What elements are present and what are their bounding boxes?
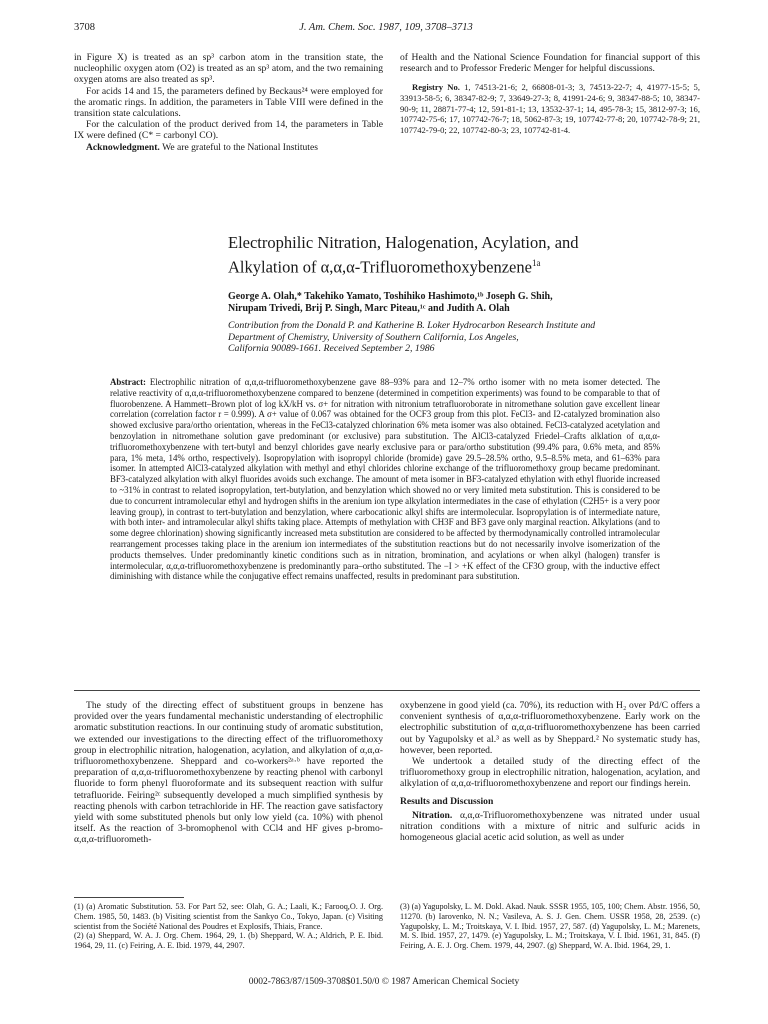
author-list (228, 291, 688, 315)
footnotes-col1: (1) (a) Aromatic Substitution. 53. For Part 52, see: Olah, G. A.; Laali, K.; Farooq,O. J. Org. Chem. 1985, 50, 1483. (b) Visiting scientist from the Sankyo Co., Tokyo, Japan. (c) Visiting scientist from the Société National des Poudres et Explosifs, Thiais, France. (2) (a) Sheppard, W. A. J. Org. Chem. 1964, 29, 1. (b) Sheppard, W. A.; Aldrich, P. E. Ibid. 1964, 29, 11. (c) Feiring, A. E. Ibid. 1979, 44, 2907. (74, 902, 383, 951)
prev-paragraph: For the calculation of the product derived from 14, the parameters in Table IX were defined (C* = carbonyl CO). (74, 119, 383, 142)
body-paragraph: We undertook a detailed study of the directing effect of the trifluoromethoxy group in electrophilic nitration, halogenation, acylation, and alkylation of α,α,α-trifluoromethoxybenzene and report our findings herein. (400, 756, 700, 790)
article-title (228, 233, 678, 278)
body-col2 (400, 700, 700, 843)
nitration-text: α,α,α-Trifluoromethoxybenzene was nitrated under usual nitration conditions with a mixture of nitric and sulfuric acids in homogeneous glacial acetic acid solution, as well as under (400, 809, 700, 844)
authors-line-2: Nirupam Trivedi, Brij P. Singh, Marc Piteau,¹ᶜ and Judith A. Olah (228, 303, 510, 314)
page-number: 3708 (74, 22, 95, 33)
affiliation-line-3: California 90089-1661. Received September 2, 1986 (228, 343, 435, 354)
affiliation (228, 320, 688, 355)
ack-label: Acknowledgment. (86, 141, 160, 153)
footnote-rule (74, 897, 184, 898)
title-line-1: Electrophilic Nitration, Halogenation, Acylation, and (228, 233, 579, 252)
prev-paragraph: For acids 14 and 15, the parameters defined by Beckaus²⁴ were employed for the aromatic rings. In addition, the parameters in Table VIII were defined in the transition state calculations. (74, 85, 383, 120)
registry-label: Registry No. (412, 82, 460, 93)
ack-continued: of Health and the National Science Foundation for financial support of this research and to Professor Frederic Menger for helpful discussions. (400, 52, 700, 75)
body-col1 (74, 700, 383, 846)
registry-numbers (400, 82, 700, 135)
nitration-paragraph (400, 810, 700, 844)
title-line-2: Alkylation of α,α,α-Trifluoromethoxybenzene$^{1a}$ (228, 257, 541, 277)
abstract-label: Abstract: (110, 377, 146, 387)
prev-paragraph: in Figure X) is treated as an sp³ carbon atom in the transition state, the nucleophilic oxygen atom (O2) is treated as an sp³ atom, and the two remaining oxygen atoms are also treated as sp³. (74, 52, 383, 86)
prev-article-col1 (74, 52, 383, 153)
intro-paragraph: The study of the directing effect of substituent groups in benzene has provided over the years fundamental mechanistic understanding of electrophilic aromatic substitution reactions. In our continuing study of aromatic substitution, we extended our investigations to the directing effect of the trifluoromethoxy group in electrophilic nitration, halogenation, acylation, and alkylation of α,α,α-trifluoromethoxybenzene. Sheppard and co-workers²ᵃ·ᵇ have reported the preparation of α,α,α-trifluoromethoxybenzene by reacting phenol with carbonyl fluoride to form phenyl fluoroformate and its subsequent reaction with sulfur tetrafluoride. Feiring²ᶜ subsequently developed a much simplified synthesis by reacting phenols with carbon tetrachloride in HF. The reaction gave satisfactory yield with some substituted phenols but only low yield (ca. 10%) with phenol itself. As the reaction of 3-bromophenol with CCl4 and HF gives p-bromo-α,α,α-trifluorometh- (74, 700, 383, 846)
footnotes-col2: (3) (a) Yagupolsky, L. M. Dokl. Akad. Nauk. SSSR 1955, 105, 100; Chem. Abstr. 1956, 50, 11270. (b) Iarovenko, N. N.; Vasileva, A. S. J. Gen. Chem. USSR 1958, 28, 2539. (c) Yagupolsky, L. M.; Troitskaya, V. I. Ibid. 1957, 27, 587. (d) Yagupolsky, L. M.; Marenets, M. S. Ibid. 1957, 27, 1479. (e) Yagupolsky, L. M.; Troitskaya, V. I. Ibid. 1961, 31, 845. (f) Feiring, A. E. J. Org. Chem. 1979, 44, 2907. (g) Sheppard, W. A. Ibid. 1964, 29, 1. (400, 902, 700, 951)
affiliation-line-2: Department of Chemistry, University of Southern California, Los Angeles, (228, 331, 519, 343)
ack-text: We are grateful to the National Institutes (162, 141, 318, 153)
registry-text: 1, 74513-21-6; 2, 66808-01-3; 3, 74513-22-7; 4, 41977-15-5; 5, 33913-58-5; 6, 38347-82-9; 7, 33649-27-3; 8, 41991-24-6; 9, 38347-88-5; 10, 38347-90-9; 11, 28871-77-4; 12, 591-81-1; 13, 13532-37-1; 14, 495-78-3; 15, 3812-97-3; 16, 107742-75-6; 17, 107742-76-7; 18, 5062-87-3; 19, 107742-77-8; 20, 107742-78-9; 21, 107742-79-0; 22, 107742-80-3; 23, 107742-81-4. (400, 82, 700, 135)
abstract-text: Electrophilic nitration of α,α,α-trifluoromethoxybenzene gave 88–93% para and 12–7% ortho isomer with no meta isomer detected. The relative reactivity of α,α,α-trifluoromethoxybenzene compared to benzene (determined in competition experiments) was found to be comparable to that of fluorobenzene. A Hammett–Brown plot of log kX/kH vs. σ+ for nitration with nitronium tetrafluoroborate in nitromethane solution gave excellent linear correlation (correlation factor r = 0.999). A σ+ value of 0.067 was obtained for the OCF3 group from this plot. FeCl3- and I2-catalyzed bromination also showed exclusive para/ortho orientation, whereas in the FeCl3-catalyzed chlorination 6% meta isomer was also obtained. FeCl3-catalyzed acetylation and benzoylation in nitromethane solution gave predominant (or exclusive) para substitution. The AlCl3-catalyzed Friedel–Crafts alklation of α,α,α-trifluoromethoxybenzene with tert-butyl and benzyl chlorides gave nearly exclusive para or para/ortho substitution (99.4% para, 0.6% meta, and 85% para, 1% meta, 14% ortho, respectively). Isopropylation with isopropyl chloride (bromide) gave 29.5–28.5% ortho, 9.5–8.5% meta, and 61–63% para isomer. In attempted AlCl3-catalyzed alkylation with methyl and ethyl chlorides chlorine exchange of the trifluoromethoxy group became predominant. BF3-catalyzed alkylation with alkyl fluorides avoids such exchange. The amount of meta isomer in BF3-catalyzed ethylation with ethyl fluoride increased to ~31% in contrast to related isopropylation, tert-butylation, and benzylation which showed no or very limited meta substitution. This is considered to be due to concurrent intramolecular ethyl and hydrogen shifts in the arenium ion type alkylation intermediates in the case of ethylation (C2H5+ is a very poor leaving group), in contrast to tert-butylation and benzylation, where carbocationic alkyl shifts are intermolecular. Isopropylation is of intermediate nature, with both inter- and intramolecular alkyl shifts taking place. Attempts of methylation with CH3F and BF3 gave only marginal reaction. Alkylations (and to some degree chlorination) showing significantly increased meta substitution are considered to be affected by thermodynamically controlled intramolecular rearrangement processes taking place in the arenium ion intermediates of the substitution reactions but do not necessarily involve isomerization of the products themselves. Under predominantly kinetic conditions such as in nitration, bromination, and acylations or when alkyl (halogen) transfer is intermolecular, α,α,α-trifluoromethoxybenzene is predominantly para–ortho substituted. The −I > +K effect of the CF3O group, with the inductive effect diminishing with distance while the conjugative effect remains unaffected, results in predominant para substitution. (110, 377, 660, 582)
body-paragraph: oxybenzene in good yield (ca. 70%), its reduction with H₂ over Pd/C offers a convenient synthesis of α,α,α-trifluoromethoxybenzene. Early work on the electrophilic substitution of α,α,α-trifluoromethoxybenzene has been carried out by Yagupolsky et al.³ as well as by Sheppard.² No systematic study has, however, been reported. (400, 700, 700, 756)
journal-citation: J. Am. Chem. Soc. 1987, 109, 3708–3713 (299, 22, 473, 33)
affiliation-line-1: Contribution from the Donald P. and Katherine B. Loker Hydrocarbon Research Institute and (228, 320, 596, 331)
copyright-line: 0002-7863/87/1509-3708$01.50/0 © 1987 American Chemical Society (248, 977, 520, 987)
nitration-label: Nitration. (412, 809, 453, 821)
abstract (110, 377, 660, 582)
authors-line-1: George A. Olah,* Takehiko Yamato, Toshihiko Hashimoto,¹ᵇ Joseph G. Shih, (228, 291, 553, 302)
section-heading: Results and Discussion (400, 795, 494, 807)
acknowledgment (74, 142, 383, 153)
abstract-rule (74, 690, 700, 691)
running-header (74, 22, 698, 36)
prev-article-col2 (400, 52, 700, 135)
title-superscript: 1a (531, 258, 541, 268)
